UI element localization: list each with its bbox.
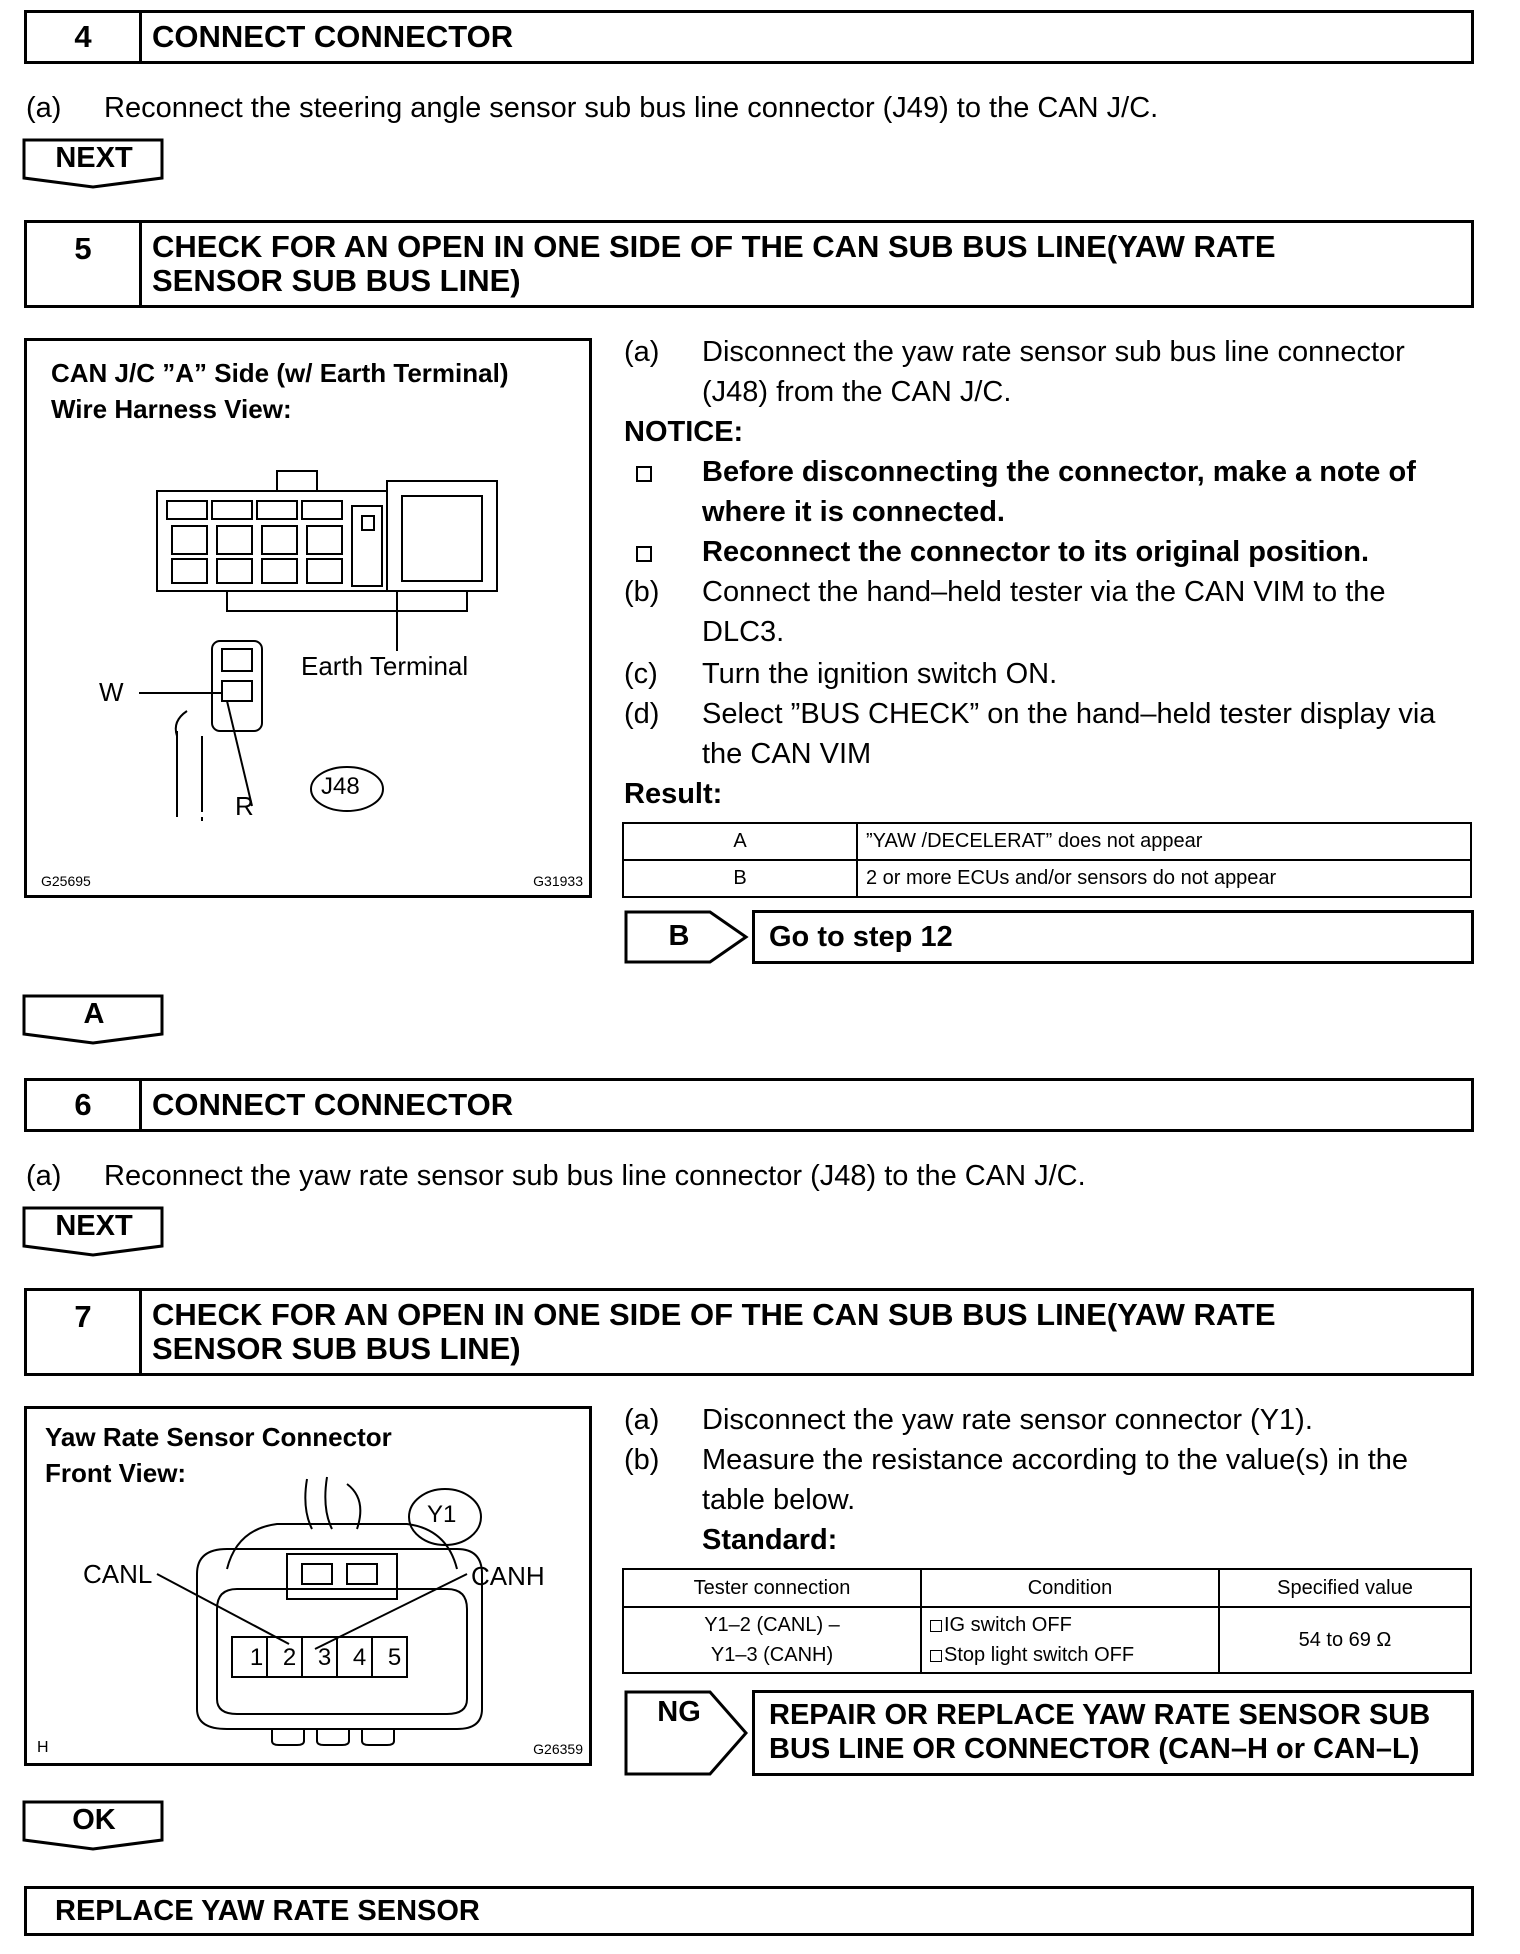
notice-1-line-2: where it is connected. [702, 496, 1005, 528]
figure-title-line-2: Wire Harness View: [51, 394, 292, 424]
step-number: 7 [27, 1291, 142, 1373]
figure-title-line-1: CAN J/C ”A” Side (w/ Earth Terminal) [51, 358, 509, 388]
label-r: R [235, 791, 254, 821]
pin-5: 5 [387, 1644, 402, 1671]
pin-4: 4 [352, 1644, 367, 1671]
a-result-button[interactable] [22, 994, 166, 1046]
figure-code-left: H [37, 1739, 49, 1756]
a-label: A [83, 998, 105, 1030]
ng-branch-button[interactable] [624, 1690, 754, 1776]
bullet-square-2 [636, 546, 652, 562]
result-value: 2 or more ECUs and/or sensors do not appear [857, 860, 1471, 897]
conn-line-1: Y1–2 (CANL) – [704, 1614, 840, 1636]
repair-line-1: REPAIR OR REPLACE YAW RATE SENSOR SUB [769, 1699, 1431, 1731]
step-5-d-line-1: Select ”BUS CHECK” on the hand–held tester display via [702, 698, 1436, 730]
replace-yaw-rate-sensor-box[interactable] [24, 1886, 1474, 1936]
go-to-step-12-text: Go to step 12 [769, 921, 953, 953]
step-5-b-marker: (b) [624, 576, 660, 608]
step-4-a-text: Reconnect the steering angle sensor sub bus line connector (J49) to the CAN J/C. [104, 92, 1159, 124]
step-number: 6 [27, 1081, 142, 1129]
step-6-header [24, 1078, 1474, 1132]
final-title: REPLACE YAW RATE SENSOR [55, 1895, 480, 1927]
label-earth-terminal: Earth Terminal [301, 651, 469, 681]
cond-text-2: Stop light switch OFF [944, 1644, 1135, 1666]
figure-can-jc-a-side [24, 338, 592, 898]
col-header: Condition [921, 1569, 1219, 1607]
conn-line-2: Y1–3 (CANH) [710, 1644, 834, 1666]
result-key: B [623, 860, 857, 897]
step-5-c-marker: (c) [624, 658, 658, 690]
cond-line-2 [930, 1640, 1210, 1670]
next-button-1[interactable] [22, 138, 166, 190]
step-7-header [24, 1288, 1474, 1376]
cond-line-1 [930, 1610, 1210, 1640]
label-canh: CANH [471, 1561, 545, 1591]
repair-line-2: BUS LINE OR CONNECTOR (CAN–H or CAN–L) [769, 1733, 1420, 1765]
figure-code-right: G26359 [533, 1741, 583, 1757]
ok-button[interactable] [22, 1800, 166, 1852]
cond-text-1: IG switch OFF [944, 1614, 1072, 1636]
connector-diagram-j48 [27, 341, 589, 895]
step-6-a-text: Reconnect the yaw rate sensor sub bus line connector (J48) to the CAN J/C. [104, 1160, 1086, 1192]
step-7-a-marker: (a) [624, 1404, 660, 1436]
figure-title-line-1: Yaw Rate Sensor Connector [45, 1422, 392, 1452]
step-title-line-1: CHECK FOR AN OPEN IN ONE SIDE OF THE CAN SUB BUS LINE(YAW RATE [152, 1297, 1276, 1332]
result-heading: Result: [624, 778, 723, 810]
step-title-line-1: CHECK FOR AN OPEN IN ONE SIDE OF THE CAN SUB BUS LINE(YAW RATE [152, 229, 1276, 264]
figure-yaw-rate-connector [24, 1406, 592, 1766]
repair-replace-box[interactable] [752, 1690, 1474, 1776]
notice-1-line-1: Before disconnecting the connector, make a note of [702, 456, 1416, 488]
step-4-header [24, 10, 1474, 64]
table-row [623, 823, 1471, 860]
step-5-a-line-2: (J48) from the CAN J/C. [702, 376, 1012, 408]
condition-cell [921, 1607, 1219, 1673]
col-header: Specified value [1219, 1569, 1471, 1607]
notice-heading: NOTICE: [624, 416, 744, 448]
step-5-c-text: Turn the ignition switch ON. [702, 658, 1058, 690]
specified-value-cell: 54 to 69 Ω [1219, 1607, 1471, 1673]
go-to-step-12-box[interactable] [752, 910, 1474, 964]
label-canl: CANL [83, 1559, 153, 1589]
step-title: CONNECT CONNECTOR [152, 19, 514, 54]
step-5-b-line-1: Connect the hand–held tester via the CAN VIM to the [702, 576, 1386, 608]
step-5-d-marker: (d) [624, 698, 660, 730]
table-header-row [623, 1569, 1471, 1607]
step-7-b-line-1: Measure the resistance according to the value(s) in the [702, 1444, 1409, 1476]
figure-title-line-2: Front View: [45, 1458, 187, 1488]
ok-label: OK [72, 1804, 116, 1836]
step-4-a-marker: (a) [26, 92, 62, 124]
step-5-a-line-1: Disconnect the yaw rate sensor sub bus line connector [702, 336, 1405, 368]
step-5-header [24, 220, 1474, 308]
label-y1: Y1 [427, 1501, 457, 1528]
notice-2: Reconnect the connector to its original position. [702, 536, 1370, 568]
step-6-a-marker: (a) [26, 1160, 62, 1192]
step-7-b-line-2: table below. [702, 1484, 856, 1516]
step-7-b-marker: (b) [624, 1444, 660, 1476]
col-header: Tester connection [623, 1569, 921, 1607]
step-5-b-line-2: DLC3. [702, 616, 785, 648]
step-7-a-text: Disconnect the yaw rate sensor connector (Y1). [702, 1404, 1313, 1436]
step-title-line-2: SENSOR SUB BUS LINE) [152, 263, 521, 298]
checkbox-square-icon [930, 1620, 942, 1632]
standard-table [622, 1568, 1472, 1674]
standard-heading: Standard: [702, 1524, 838, 1556]
ng-label: NG [657, 1696, 701, 1728]
branch-b-button[interactable] [624, 910, 754, 964]
checkbox-square-icon [930, 1650, 942, 1662]
pin-3: 3 [317, 1644, 332, 1671]
step-5-d-line-2: the CAN VIM [702, 738, 872, 770]
next-label: NEXT [55, 142, 133, 174]
table-row [623, 860, 1471, 897]
label-j48: J48 [321, 773, 360, 800]
step-number: 4 [27, 13, 142, 61]
step-5-a-marker: (a) [624, 336, 660, 368]
bullet-square-1 [636, 466, 652, 482]
table-row [623, 1607, 1471, 1673]
branch-b-label: B [668, 920, 690, 952]
figure-code-left: G25695 [41, 873, 91, 889]
pin-2: 2 [282, 1644, 297, 1671]
label-w: W [99, 677, 124, 707]
next-label: NEXT [55, 1210, 133, 1242]
next-button-2[interactable] [22, 1206, 166, 1258]
result-value: ”YAW /DECELERAT” does not appear [857, 823, 1471, 860]
step-title-line-2: SENSOR SUB BUS LINE) [152, 1331, 521, 1366]
figure-code-right: G31933 [533, 873, 583, 889]
step-number: 5 [27, 223, 142, 305]
tester-connection-cell [623, 1607, 921, 1673]
step-title: CONNECT CONNECTOR [152, 1087, 514, 1122]
result-table [622, 822, 1472, 898]
pin-1: 1 [249, 1644, 264, 1671]
result-key: A [623, 823, 857, 860]
